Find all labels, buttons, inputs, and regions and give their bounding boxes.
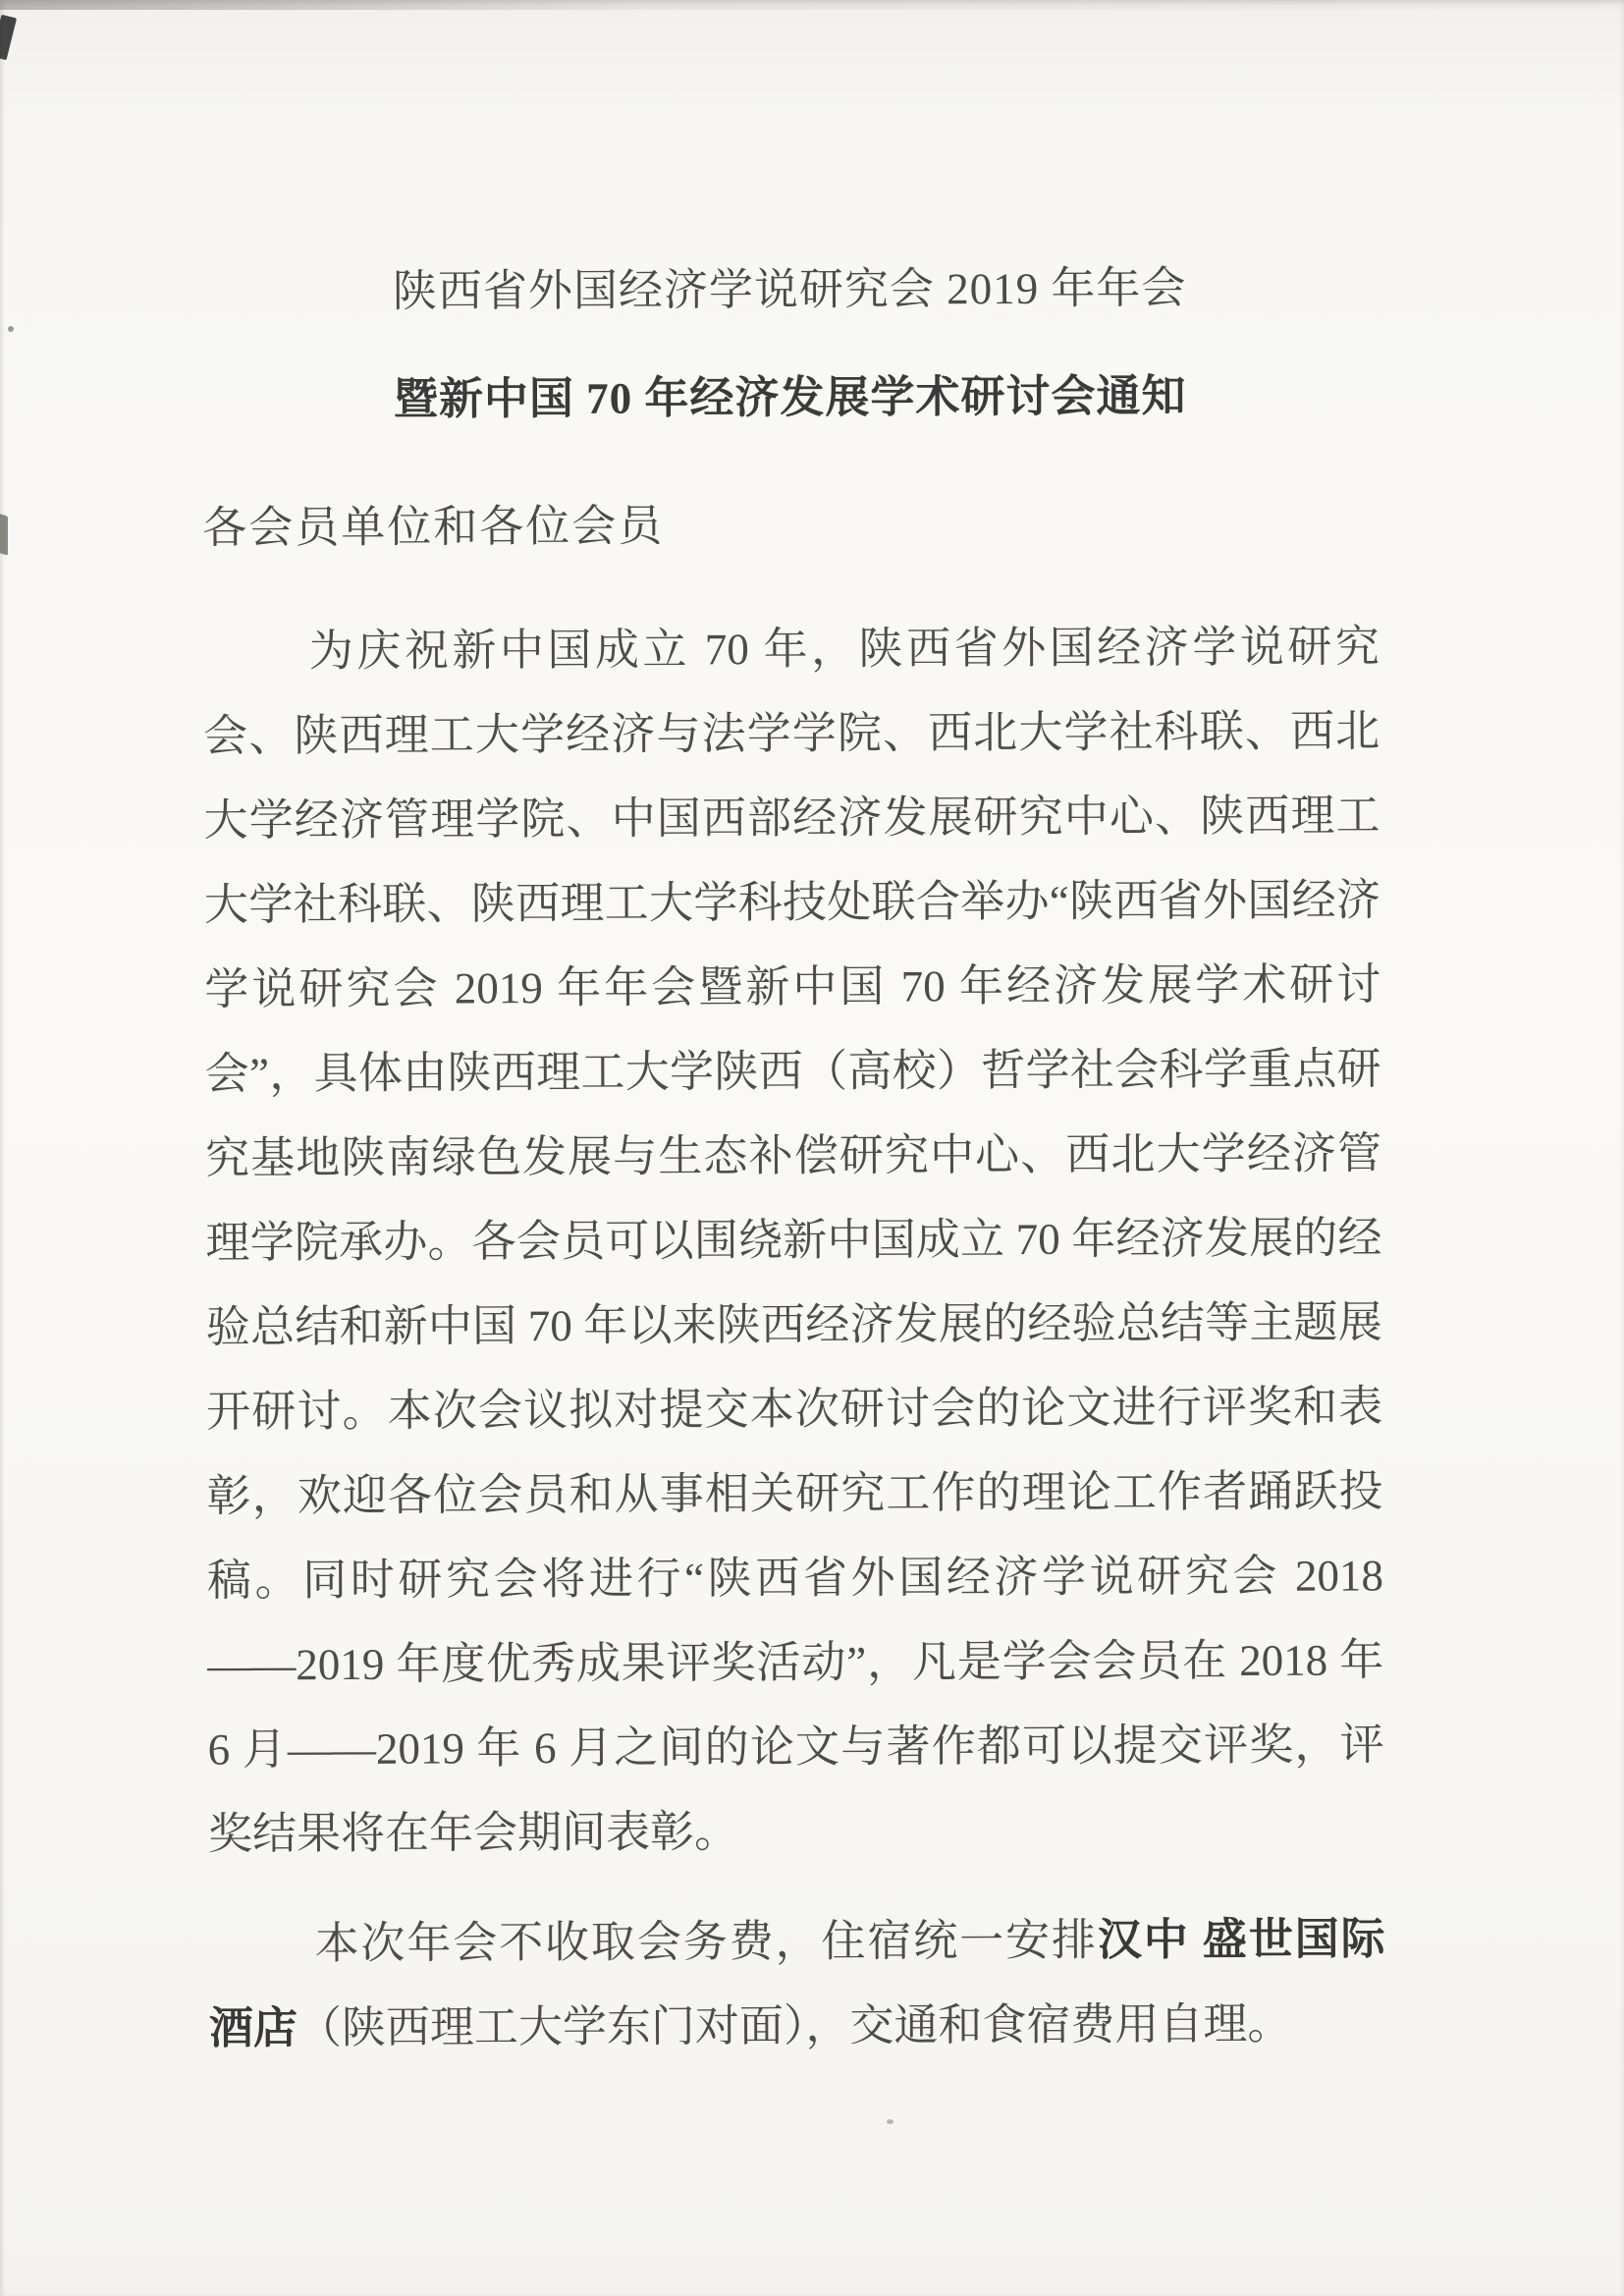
venue-paragraph xyxy=(208,1896,1385,2070)
scan-speck xyxy=(887,2119,893,2124)
venue-name-bold: 汉中 盛世国际酒店 xyxy=(208,1914,1385,2053)
document-title-line1: 陕西省外国经济学说研究会 2019 年年会 xyxy=(392,263,1187,316)
venue-paragraph-suffix: （陕西理工大学东门对面），交通和食宿费用自理。 xyxy=(297,1998,1292,2053)
scan-corner-artifact xyxy=(0,15,17,61)
scan-edge-artifact xyxy=(0,513,8,556)
salutation-line: 各会员单位和各位会员 xyxy=(202,501,665,553)
body-paragraph: 为庆祝新中国成立 70 年，陕西省外国经济学说研究会、陕西理工大学经济与法学学院、西北大学社科联、西北大学经济管理学院、中国西部经济发展研究中心、陕西理工大学社科联、陕西理工大学科技处联合举办“陕西省外国经济学说研究会 2019 年年会暨新中国 70 年经济发展学术研讨会”，具体由陕西理工大学陕西（高校）哲学社会科学重点研究基地陕南绿色发展与生态补偿研究中心、西北大学经济管理学院承办。各会员可以围绕新中国成立 70 年经济发展的经验总结和新中国 70 年以来陕西经济发展的经验总结等主题展开研讨。本次会议拟对提交本次研讨会的论文进行评奖和表彰，欢迎各位会员和从事相关研究工作的理论工作者踊跃投稿。同时研究会将进行“陕西省外国经济学说研究会 2018——2019 年度优秀成果评奖活动”，凡是学会会员在 2018 年 6 月——2019 年 6 月之间的论文与著作都可以提交评奖，评奖结果将在年会期间表彰。 xyxy=(203,622,1384,1859)
scan-speck xyxy=(8,326,14,332)
scan-top-shadow xyxy=(0,0,1624,10)
document-content xyxy=(201,233,1385,2070)
document-title-line2: 暨新中国 70 年经济发展学术研讨会通知 xyxy=(393,371,1187,424)
venue-paragraph-prefix: 本次年会不收取会务费，住宿统一安排 xyxy=(314,1915,1099,1969)
